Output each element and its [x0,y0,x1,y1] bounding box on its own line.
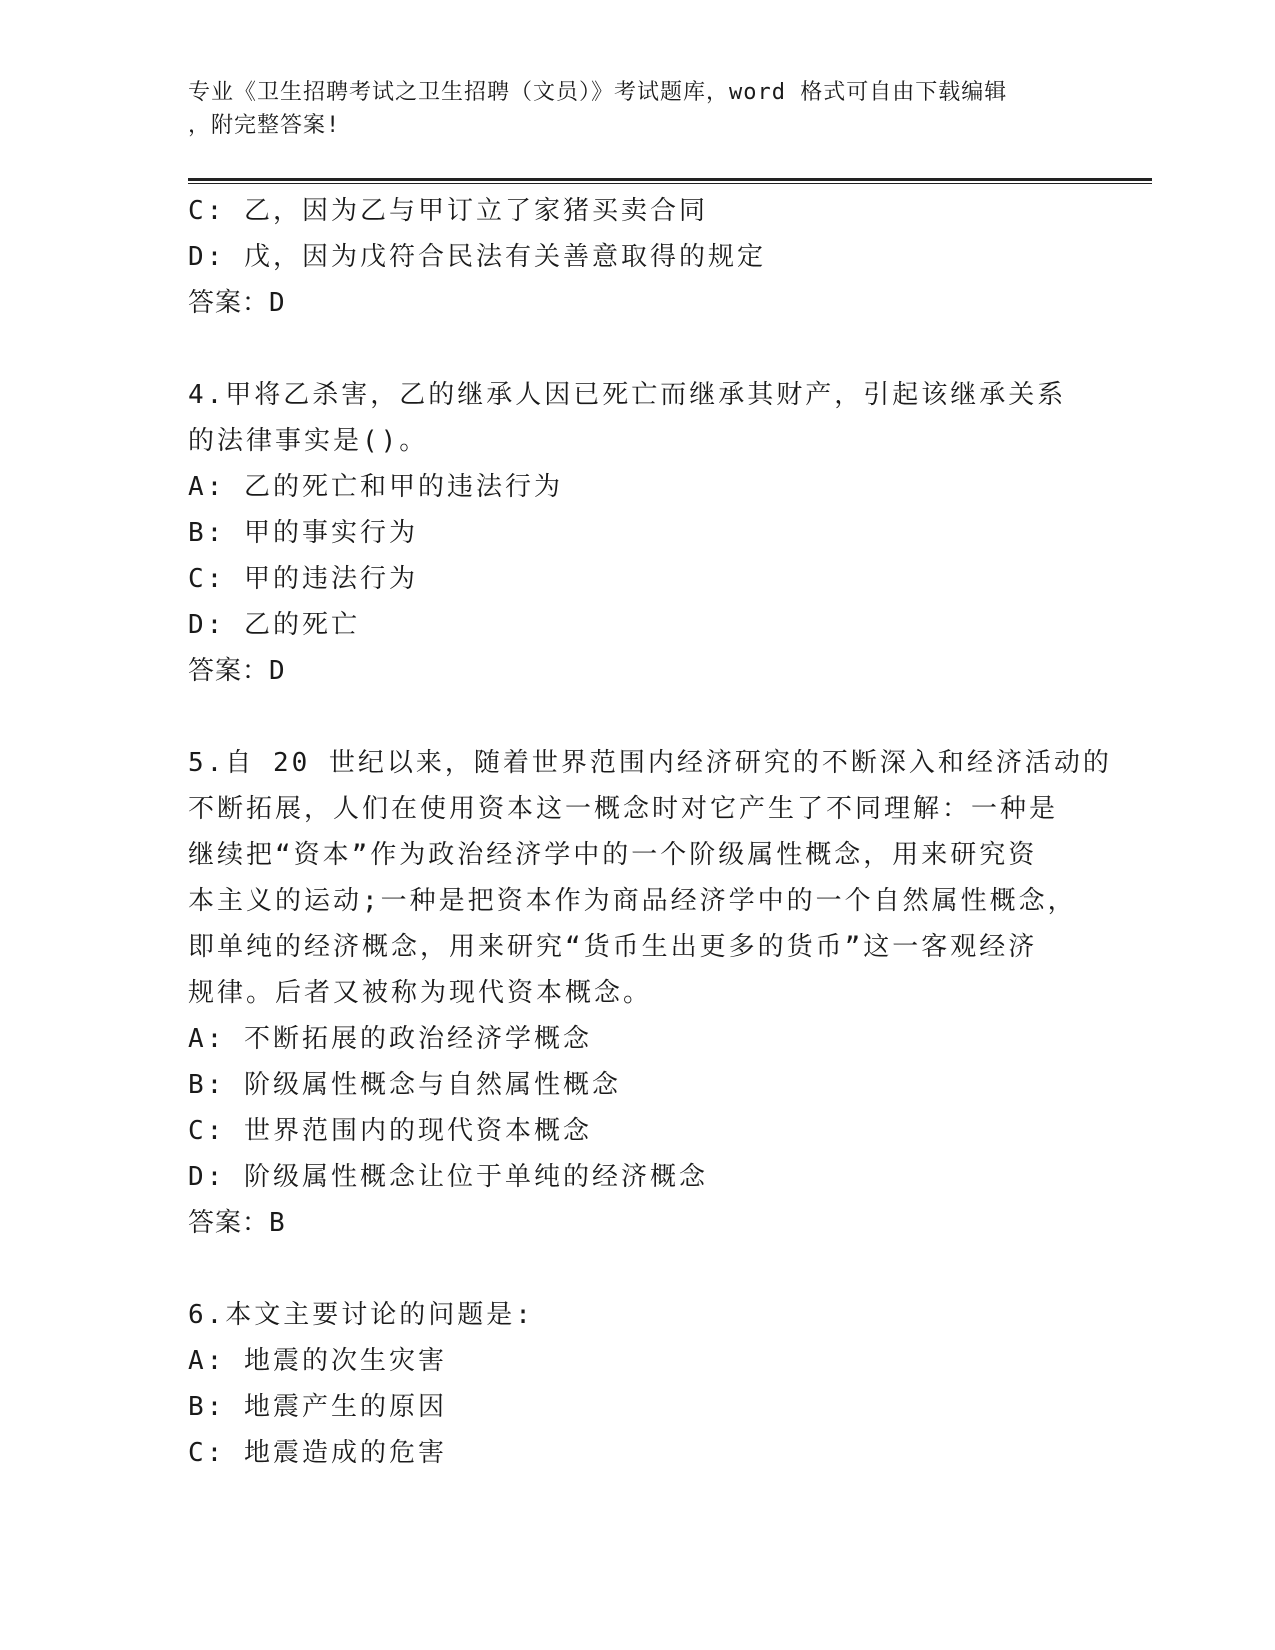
question-stem-line: 4.甲将乙杀害，乙的继承人因已死亡而继承其财产，引起该继承关系 [188,380,1067,410]
option-b: B: 地震产生的原因 [188,1392,447,1422]
header-line-1: 专业《卫生招聘考试之卫生招聘（文员）》考试题库，word 格式可自由下载编辑 [188,80,1008,105]
option-a: A: 乙的死亡和甲的违法行为 [188,472,563,502]
header-line-2: ，附完整答案! [188,113,341,138]
question-stem-line: 即单纯的经济概念，用来研究“货币生出更多的货币”这一客观经济 [188,932,1038,962]
option-d: D: 乙的死亡 [188,610,360,640]
option-a: A: 不断拓展的政治经济学概念 [188,1024,592,1054]
question-5 [188,740,1112,1246]
question-stem-line: 6.本文主要讨论的问题是: [188,1300,534,1330]
question-4 [188,372,1088,694]
question-stem-line: 5.自 20 世纪以来，随着世界范围内经济研究的不断深入和经济活动的 [188,748,1112,778]
question-6 [188,1292,1088,1476]
answer-line: 答案：D [188,288,286,318]
question-stem-line: 本主义的运动;一种是把资本作为商品经济学中的一个自然属性概念， [188,886,1077,916]
option-b: B: 甲的事实行为 [188,518,418,548]
header-divider-thin [188,183,1152,184]
question-stem-line: 继续把“资本”作为政治经济学中的一个阶级属性概念，用来研究资 [188,840,1038,870]
option-d: D: 阶级属性概念让位于单纯的经济概念 [188,1162,708,1192]
option-a: A: 地震的次生灾害 [188,1346,447,1376]
option-c: C: 地震造成的危害 [188,1438,447,1468]
answer-line: 答案：D [188,656,286,686]
question-stem-line: 规律。后者又被称为现代资本概念。 [188,978,653,1008]
question-fragment [188,188,1088,326]
answer-line: 答案：B [188,1208,286,1238]
option-c: C: 世界范围内的现代资本概念 [188,1116,592,1146]
document-body [188,188,1112,1476]
option-c: C: 乙，因为乙与甲订立了家猪买卖合同 [188,196,708,226]
page-header [188,76,1068,142]
question-stem-line: 的法律事实是()。 [188,426,429,456]
option-c: C: 甲的违法行为 [188,564,418,594]
option-b: B: 阶级属性概念与自然属性概念 [188,1070,621,1100]
header-divider-thick [188,178,1152,181]
option-d: D: 戊，因为戊符合民法有关善意取得的规定 [188,242,766,272]
question-stem-line: 不断拓展，人们在使用资本这一概念时对它产生了不同理解：一种是 [188,794,1059,824]
